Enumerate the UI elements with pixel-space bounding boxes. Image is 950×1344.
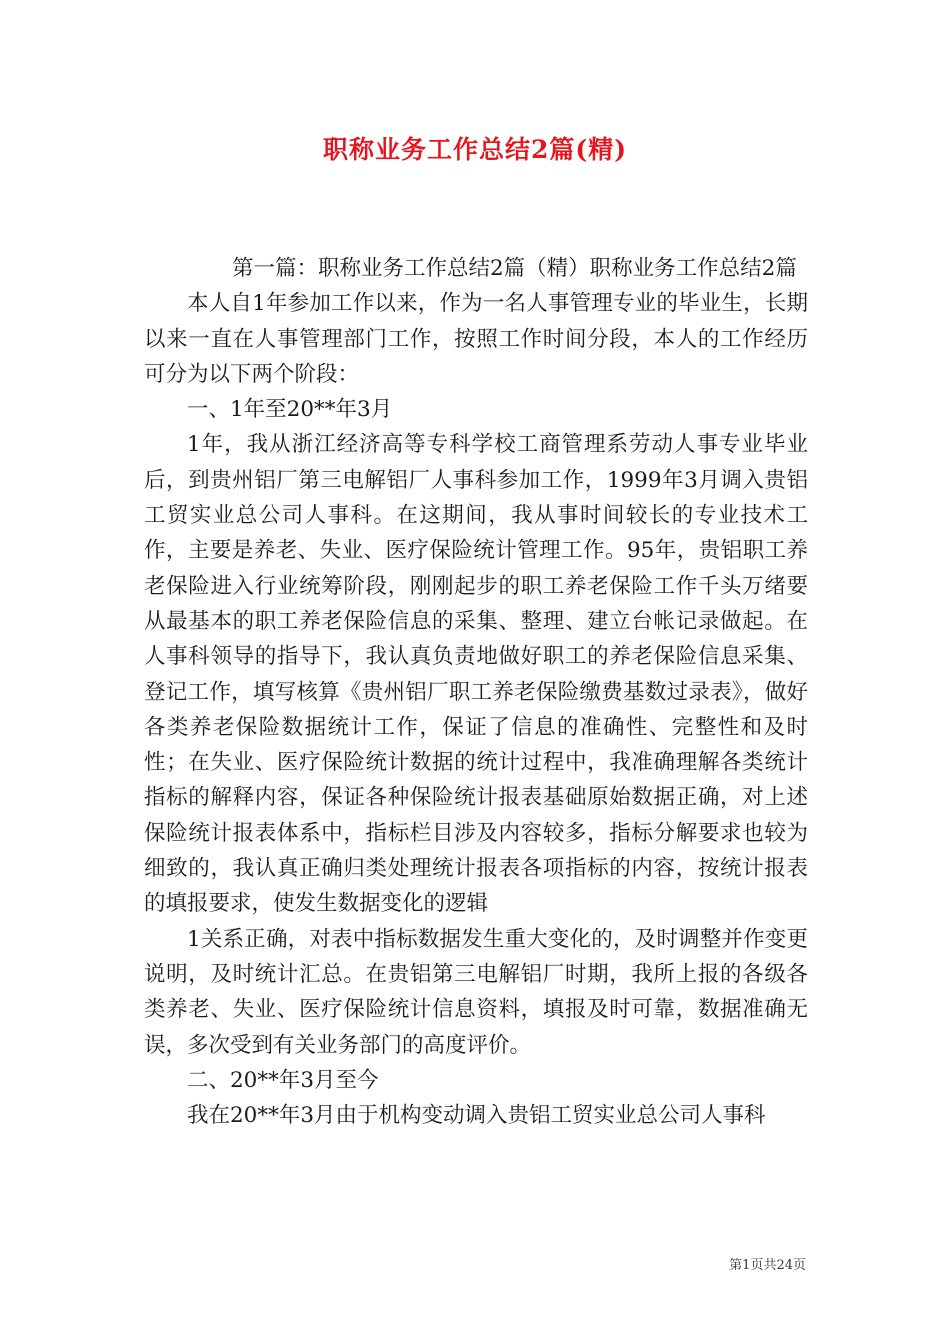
paragraph-stage-two-detail: 我在20**年3月由于机构变动调入贵铝工贸实业总公司人事科 (187, 1103, 766, 1129)
page-number-footer: 第1页共24页 (729, 1258, 806, 1273)
section-heading-stage-two: 二、20**年3月至今 (187, 1067, 379, 1093)
document-title: 职称业务工作总结2篇(精) (322, 135, 628, 164)
document-body (144, 251, 808, 1133)
section-heading-stage-one: 一、1年至20**年3月 (187, 397, 393, 423)
paragraph-stage-one-continued: 1关系正确，对表中指标数据发生重大变化的，及时调整并作变更说明，及时统计汇总。在贵铝第三电解铝厂时期，我所上报的各级各类养老、失业、医疗保险统计信息资料，填报及时可靠，数据准确无误，多次受到有关业务部门的高度评价。 (144, 926, 808, 1058)
paragraph-stage-one-detail: 1年，我从浙江经济高等专科学校工商管理系劳动人事专业毕业后，到贵州铝厂第三电解铝厂人事科参加工作，1999年3月调入贵铝工贸实业总公司人事科。在这期间，我从事时间较长的专业技术工作，主要是养老、失业、医疗保险统计管理工作。95年，贵铝职工养老保险进入行业统筹阶段，刚刚起步的职工养老保险工作千头万绪要从最基本的职工养老保险信息的采集、整理、建立台帐记录做起。在人事科领导的指导下，我认真负责地做好职工的养老保险信息采集、登记工作，填写核算《贵州铝厂职工养老保险缴费基数过录表》，做好各类养老保险数据统计工作，保证了信息的准确性、完整性和及时性；在失业、医疗保险统计数据的统计过程中，我准确理解各类统计指标的解释内容，保证各种保险统计报表基础原始数据正确，对上述保险统计报表体系中，指标栏目涉及内容较多，指标分解要求也较为细致的，我认真正确归类处理统计报表各项指标的内容，按统计报表的填报要求，使发生数据变化的逻辑 (144, 432, 808, 917)
paragraph-intro: 本人自1年参加工作以来，作为一名人事管理专业的毕业生，长期以来一直在人事管理部门工作，按照工作时间分段，本人的工作经历可分为以下两个阶段： (144, 291, 808, 387)
paragraph-heading-first-article: 第一篇：职称业务工作总结2篇（精）职称业务工作总结2篇 (232, 256, 797, 281)
